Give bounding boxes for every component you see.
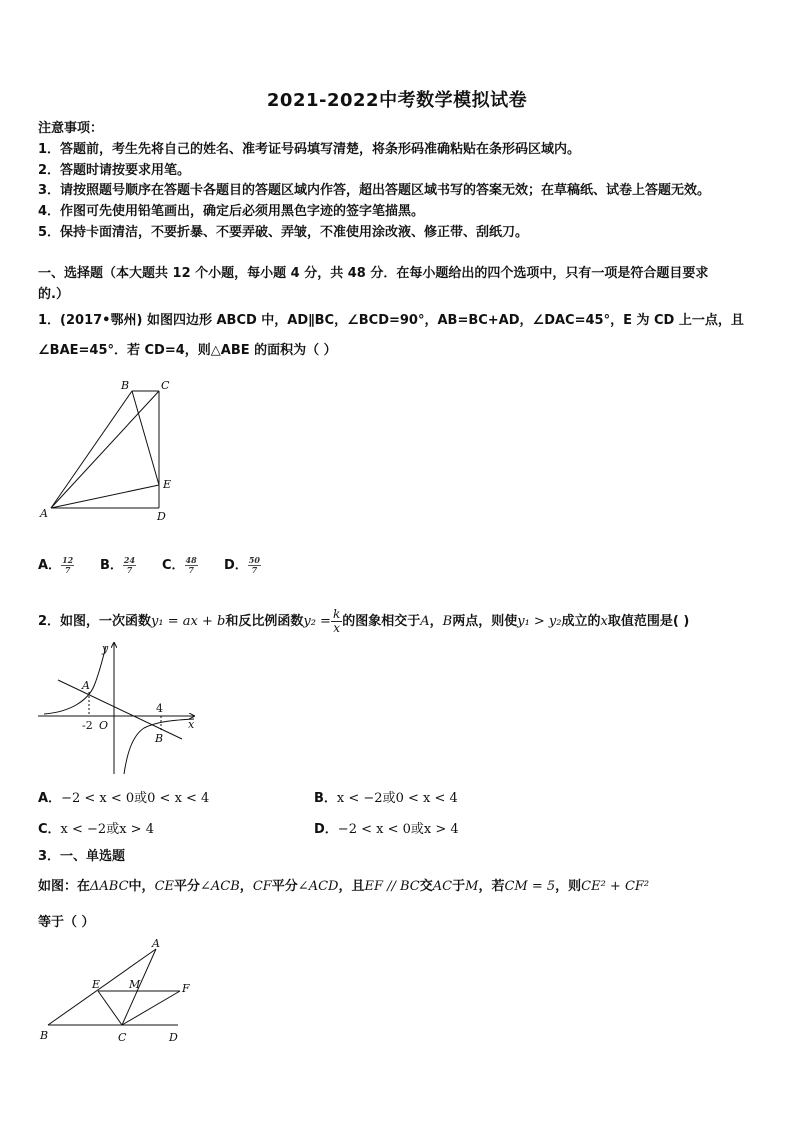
fig3-label-c: C [118, 1031, 127, 1044]
fig1-label-e: E [163, 478, 172, 491]
q2-option-c[interactable]: C．x < −2或x > 4 [38, 822, 154, 837]
hyperbola-right-branch [124, 719, 194, 774]
fig1-segment-ae [51, 485, 159, 508]
question-3-figure [36, 935, 201, 1050]
notice-item-3: 3．请按照题号顺序在答题卡各题目的答题区域内作答，超出答题区域书写的答案无效；在草稿纸、试卷上答题无效。 [38, 183, 711, 198]
section-heading-line1: 一、选择题（本大题共 12 个小题，每小题 4 分，共 48 分．在每小题给出的四个选项中，只有一项是符合题目要求 [38, 266, 709, 281]
notice-item-5: 5．保持卡面清洁，不要折暴、不要弄破、弄皱，不准使用涂改液、修正带、刮纸刀。 [38, 225, 529, 240]
notice-item-4: 4．作图可先使用铅笔画出，确定后必须用黑色字迹的签字笔描黑。 [38, 204, 425, 219]
graph-label-origin: O [99, 719, 109, 732]
hyperbola-left-branch [44, 646, 106, 714]
fig3-label-a: A [152, 937, 160, 950]
question-1-figure [35, 375, 185, 525]
graph-label-x: x [188, 718, 195, 731]
question-3-line1: 如图：在ΔABC中，CE平分∠ACB，CF平分∠ACD，且EF // BC交AC于M，若CM = 5，则CE² + CF² [38, 879, 650, 894]
graph-label-4: 4 [156, 702, 163, 715]
q1-option-b[interactable]: B． $\frac{24}{7}$ [100, 555, 136, 575]
fig3-segment-cf [122, 991, 180, 1025]
graph-label-a: A [82, 679, 90, 692]
q1-option-c[interactable]: C． $\frac{48}{7}$ [162, 555, 197, 575]
fig1-label-a: A [40, 507, 48, 520]
fig1-label-c: C [161, 379, 170, 392]
q1-option-a[interactable]: A． $\frac{12}{7}$ [38, 555, 74, 575]
fig3-label-e: E [92, 978, 101, 991]
q1-option-d[interactable]: D． $\frac{50}{7}$ [224, 555, 260, 575]
fig3-label-m: M [129, 978, 141, 991]
fig1-segment-ac [51, 391, 159, 508]
question-1-line1: 1．(2017•鄂州) 如图四边形 ABCD 中，AD∥BC，∠BCD=90°，AB=BC+AD，∠DAC=45°，E 为 CD 上一点，且 [38, 313, 744, 328]
question-2-graph [36, 638, 202, 778]
notice-item-2: 2．答题时请按要求用笔。 [38, 163, 191, 178]
fig3-label-d: D [169, 1031, 178, 1044]
question-3-heading: 3．一、单选题 [38, 849, 126, 864]
linear-function-line [58, 680, 182, 739]
question-2-text: 2．如图，一次函数y₁ = ax + b和反比例函数y₂ = $\frac{k}{x}$ 的图象相交于A，B两点，则使y₁ > y₂成立的x取值范围是( ) [38, 607, 690, 635]
fig3-label-f: F [182, 982, 190, 995]
q2-option-d[interactable]: D．−2 < x < 0或x > 4 [314, 822, 459, 837]
question-1-line2: ∠BAE=45°．若 CD=4，则△ABE 的面积为（ ） [38, 343, 337, 358]
page-title: 2021-2022中考数学模拟试卷 [266, 90, 528, 111]
q2-option-b[interactable]: B．x < −2或0 < x < 4 [314, 791, 458, 806]
notice-item-1: 1．答题前，考生先将自己的姓名、准考证号码填写清楚，将条形码准确粘贴在条形码区域内。 [38, 142, 581, 157]
graph-label-neg2: -2 [82, 719, 93, 732]
notice-heading: 注意事项： [38, 121, 104, 136]
fig3-segment-ce [98, 991, 122, 1025]
q2-option-a[interactable]: A．−2 < x < 0或0 < x < 4 [38, 791, 210, 806]
question-3-line2: 等于（ ） [38, 915, 95, 930]
fig1-label-d: D [157, 510, 166, 523]
fig1-segment-ab [51, 391, 132, 508]
graph-label-y: y [102, 642, 109, 655]
fig3-label-b: B [40, 1029, 49, 1042]
fig1-label-b: B [121, 379, 130, 392]
graph-label-b: B [155, 732, 164, 745]
section-heading-line2: 的.） [38, 287, 69, 302]
